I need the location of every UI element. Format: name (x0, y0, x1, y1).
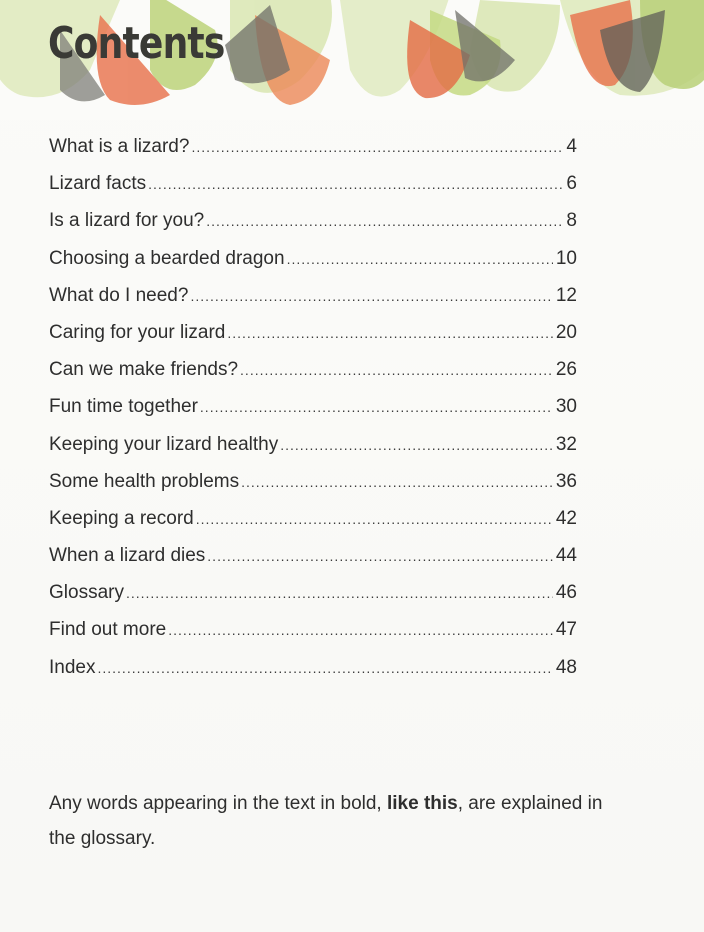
toc-dot-leader (241, 464, 553, 500)
toc-entry[interactable] (49, 165, 577, 202)
toc-entry[interactable] (49, 426, 577, 463)
toc-dot-leader (168, 612, 553, 648)
toc-entry-label: Some health problems (49, 470, 240, 492)
toc-entry-page-number: 12 (555, 284, 577, 306)
toc-entry-page-number: 42 (555, 507, 577, 529)
toc-entry[interactable] (49, 388, 577, 425)
toc-dot-leader (191, 129, 563, 165)
toc-entry[interactable] (49, 574, 577, 611)
toc-entry[interactable] (49, 240, 577, 277)
toc-entry-page-number: 30 (555, 396, 577, 418)
toc-entry-page-number: 20 (555, 321, 577, 343)
toc-entry[interactable] (49, 128, 577, 165)
toc-entry-page-number: 4 (566, 136, 577, 157)
toc-dot-leader (97, 650, 552, 686)
toc-dot-leader (227, 315, 553, 351)
toc-entry[interactable] (49, 463, 577, 500)
toc-entry-page-number: 32 (555, 433, 577, 455)
toc-dot-leader (200, 389, 553, 425)
toc-entry-page-number: 47 (555, 619, 577, 641)
toc-entry[interactable] (49, 500, 577, 537)
toc-entry[interactable] (49, 314, 577, 351)
glossary-note-text-after: , are explained in the glossary. (49, 793, 603, 849)
glossary-note (49, 786, 609, 856)
toc-dot-leader (190, 278, 552, 314)
glossary-note-text-before: Any words appearing in the text in bold, (49, 793, 387, 814)
toc-entry[interactable] (49, 611, 577, 648)
toc-entry-page-number: 44 (555, 545, 577, 567)
toc-entry-page-number: 10 (555, 247, 577, 269)
toc-entry-label: Find out more (49, 619, 167, 641)
toc-dot-leader (280, 427, 553, 463)
toc-entry-label: Is a lizard for you? (49, 210, 205, 232)
toc-entry[interactable] (49, 202, 577, 239)
toc-entry-page-number: 6 (566, 173, 577, 195)
toc-entry-page-number: 8 (566, 210, 577, 232)
toc-entry-page-number: 48 (555, 656, 577, 678)
toc-entry-page-number: 26 (555, 359, 577, 381)
table-of-contents (49, 128, 577, 686)
toc-entry-label: Fun time together (49, 396, 198, 418)
toc-entry-label: Glossary (49, 582, 124, 604)
toc-dot-leader (148, 166, 563, 202)
toc-dot-leader (126, 575, 553, 611)
glossary-note-bold-example: like this (386, 793, 458, 814)
toc-entry-page-number: 36 (555, 470, 577, 492)
page-title: Contents (48, 18, 225, 69)
toc-dot-leader (206, 203, 563, 239)
toc-entry[interactable] (49, 537, 577, 574)
toc-entry-label: What is a lizard? (49, 136, 190, 157)
toc-entry-label: What do I need? (49, 284, 189, 306)
toc-entry-label: When a lizard dies (49, 545, 206, 567)
toc-entry-label: Keeping your lizard healthy (49, 433, 279, 455)
toc-dot-leader (240, 352, 553, 388)
toc-entry-label: Keeping a record (49, 507, 194, 529)
toc-dot-leader (196, 501, 553, 537)
toc-entry-label: Caring for your lizard (49, 321, 226, 343)
toc-entry-page-number: 46 (555, 582, 577, 604)
toc-entry-label: Choosing a bearded dragon (49, 247, 285, 269)
toc-dot-leader (287, 241, 553, 277)
toc-entry-label: Index (49, 656, 96, 678)
toc-entry-label: Lizard facts (49, 173, 147, 195)
toc-entry[interactable] (49, 649, 577, 686)
toc-entry[interactable] (49, 277, 577, 314)
toc-entry-label: Can we make friends? (49, 359, 239, 381)
toc-entry[interactable] (49, 351, 577, 388)
toc-dot-leader (207, 538, 553, 574)
